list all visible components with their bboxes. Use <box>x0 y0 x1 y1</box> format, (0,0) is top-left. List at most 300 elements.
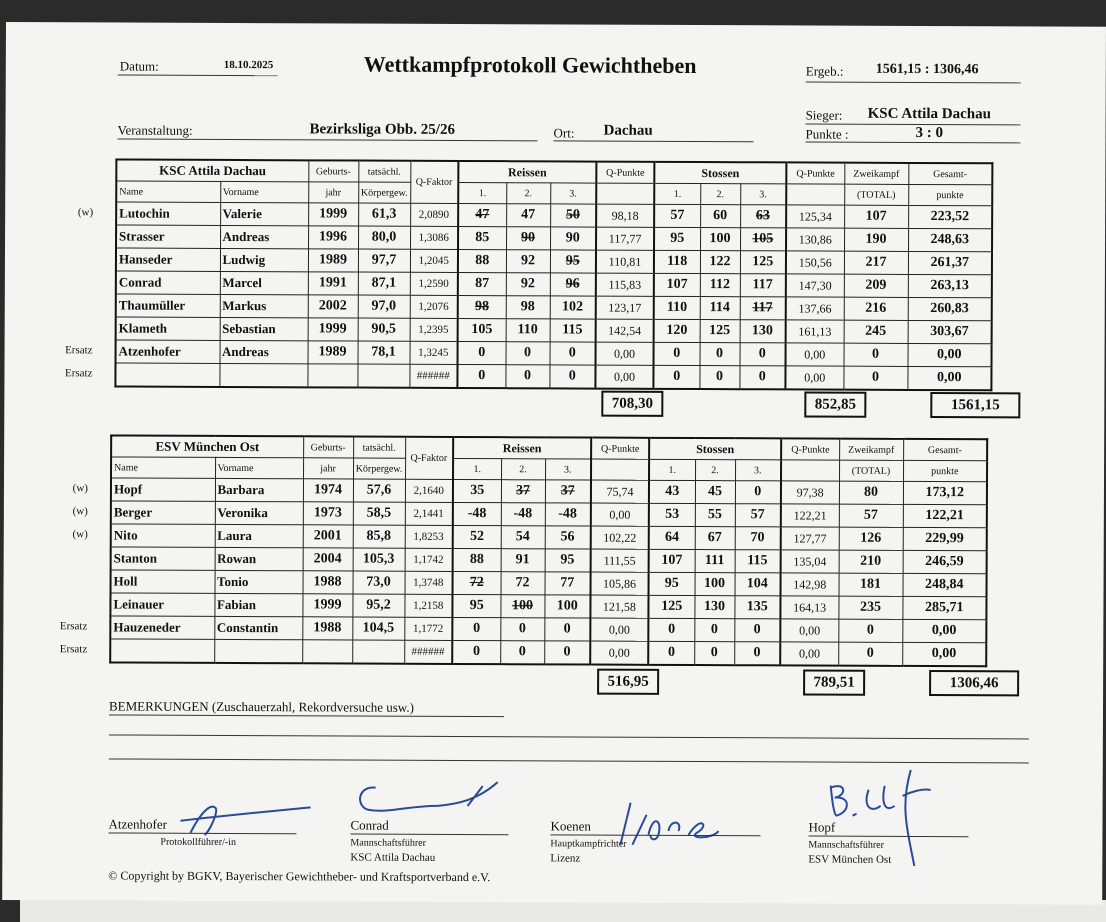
athlete-total: 209 <box>844 274 908 297</box>
athlete-points: 0,00 <box>907 366 991 390</box>
athlete-birth: 1988 <box>302 617 352 640</box>
location-label: Ort: <box>553 125 575 141</box>
athlete-firstname: Fabian <box>214 593 302 616</box>
cj-attempt: 64 <box>649 526 695 549</box>
col-points: Gesamt- <box>908 163 992 185</box>
athlete-total: 57 <box>839 504 903 527</box>
athlete-total: 181 <box>839 573 903 596</box>
athlete-name: Thaumüller <box>116 294 220 317</box>
athlete-name: Stanton <box>111 547 215 570</box>
cj-attempt: 118 <box>654 250 700 273</box>
q-cj: 122,21 <box>781 504 839 527</box>
athlete-weight: 104,5 <box>352 617 404 640</box>
cj-attempt: 67 <box>695 527 735 550</box>
cj-attempt: 0 <box>648 618 694 641</box>
snatch-attempt: 0 <box>544 618 590 641</box>
event-value: Bezirksliga Obb. 25/26 <box>309 121 456 138</box>
sig4-role: Mannschaftsführer <box>808 839 884 851</box>
athlete-weight: 57,6 <box>353 479 405 502</box>
row-marker: Ersatz <box>59 643 88 656</box>
athlete-qfactor: 1,3086 <box>410 226 458 249</box>
athlete-qfactor: 1,2395 <box>410 318 458 341</box>
team-name: ESV München Ost <box>111 435 303 457</box>
athlete-birth: 2002 <box>308 295 358 318</box>
snatch-attempt: 0 <box>500 641 544 665</box>
snatch-attempt: 0 <box>452 617 500 640</box>
athlete-name: Leinauer <box>110 593 214 616</box>
col-q-snatch-2 <box>591 459 649 480</box>
cj-attempt: 135 <box>734 596 780 619</box>
athlete-weight: 90,5 <box>358 318 410 341</box>
athlete-name: Atzenhofer <box>116 340 220 363</box>
col-q-snatch-2 <box>596 183 654 204</box>
snatch-attempt: 47 <box>506 204 550 227</box>
cj-attempt: 0 <box>735 481 781 504</box>
cj-attempt: 63 <box>740 205 786 228</box>
sig3-role: Hauptkampfrichter <box>550 838 627 850</box>
q-cj: 150,56 <box>786 251 844 274</box>
col-qfactor: Q-Faktor <box>405 437 453 480</box>
cj-attempt: 45 <box>695 481 735 504</box>
snatch-attempt: 56 <box>545 526 591 549</box>
athlete-qfactor: 1,1742 <box>405 548 453 571</box>
snatch-attempt: 54 <box>501 526 545 549</box>
athlete-weight: 97,0 <box>358 295 410 318</box>
athlete-total: 216 <box>844 297 908 320</box>
cj-attempt: 125 <box>740 251 786 274</box>
cj-attempt: 0 <box>734 642 780 666</box>
col-total-2: (TOTAL) <box>839 460 903 481</box>
cj-attempt: 112 <box>700 274 740 297</box>
col-snatch-attempt: 3. <box>550 183 596 204</box>
athlete-name: Berger <box>111 501 215 524</box>
athlete-total: 245 <box>844 320 908 343</box>
snatch-attempt: 37 <box>545 480 591 503</box>
athlete-birth: 1999 <box>308 318 358 341</box>
q-cj: 130,86 <box>786 228 844 251</box>
col-weight-2: Körpergew. <box>358 182 410 203</box>
q-snatch: 111,55 <box>591 549 649 572</box>
q-snatch: 115,83 <box>596 273 654 296</box>
q-snatch: 75,74 <box>591 480 649 503</box>
cj-attempt: 0 <box>699 366 739 390</box>
athlete-total: 80 <box>839 481 903 504</box>
snatch-attempt: 77 <box>545 572 591 595</box>
athlete-total: 126 <box>839 527 903 550</box>
sig1-role: Protokollführer/-in <box>160 836 236 849</box>
team1-q-cj-total: 852,85 <box>804 391 866 417</box>
snatch-attempt: 47 <box>458 203 506 226</box>
athlete-firstname <box>214 639 302 663</box>
athlete-weight <box>357 364 409 388</box>
athlete-qfactor: 1,3245 <box>410 341 458 364</box>
athlete-qfactor: ###### <box>409 364 457 388</box>
athlete-birth: 1999 <box>302 594 352 617</box>
col-weight: tatsächl. <box>358 161 410 183</box>
athlete-weight: 80,0 <box>358 226 410 249</box>
cj-attempt: 117 <box>740 274 786 297</box>
cj-attempt: 95 <box>649 572 695 595</box>
athlete-weight: 97,7 <box>358 249 410 272</box>
col-snatch-attempt: 1. <box>458 182 506 203</box>
athlete-total: 217 <box>844 251 908 274</box>
snatch-attempt: 100 <box>544 595 590 618</box>
row-marker: Ersatz <box>64 367 93 380</box>
cj-attempt: 0 <box>694 642 734 666</box>
athlete-total: 0 <box>843 366 907 390</box>
q-cj: 0,00 <box>780 619 838 642</box>
athlete-weight: 61,3 <box>358 203 410 226</box>
athlete-points: 261,37 <box>908 251 992 274</box>
athlete-weight: 73,0 <box>353 571 405 594</box>
snatch-attempt: 88 <box>453 548 501 571</box>
points-label: Punkte : <box>805 126 849 142</box>
result-value: 1561,15 : 1306,46 <box>875 61 979 78</box>
date-value: 18.10.2025 <box>223 58 274 72</box>
points-value: 3 : 0 <box>915 124 944 142</box>
location-value: Dachau <box>603 122 653 139</box>
athlete-total: 210 <box>839 550 903 573</box>
row-marker: (w) <box>77 206 94 219</box>
snatch-attempt: 88 <box>458 249 506 272</box>
col-cj-attempt: 3. <box>735 460 781 481</box>
athlete-name <box>110 639 214 663</box>
cj-attempt: 100 <box>700 228 740 251</box>
col-q-cj: Q-Punkte <box>786 162 844 184</box>
col-birth: Geburts- <box>308 160 358 182</box>
snatch-attempt: 96 <box>550 273 596 296</box>
cj-attempt: 114 <box>700 297 740 320</box>
cj-attempt: 125 <box>700 320 740 343</box>
col-cj-attempt: 2. <box>700 184 740 205</box>
snatch-attempt: 98 <box>458 295 506 318</box>
col-snatch: Reissen <box>453 437 591 459</box>
cj-attempt: 0 <box>740 343 786 366</box>
q-snatch: 0,00 <box>595 365 653 389</box>
athlete-qfactor: 1,2076 <box>410 295 458 318</box>
q-snatch: 0,00 <box>590 618 648 641</box>
sig2-name: Conrad <box>350 817 389 833</box>
q-cj: 137,66 <box>786 297 844 320</box>
snatch-attempt: 90 <box>506 227 550 250</box>
athlete-points: 303,67 <box>908 320 992 343</box>
athlete-firstname: Valerie <box>220 202 308 225</box>
athlete-points: 0,00 <box>902 619 986 642</box>
sig2-role: Mannschaftsführer <box>350 837 426 849</box>
cj-attempt: 107 <box>649 549 695 572</box>
col-snatch-attempt: 2. <box>501 459 545 480</box>
athlete-qfactor: 2,1640 <box>405 479 453 502</box>
cj-attempt: 107 <box>654 273 700 296</box>
athlete-name: Lutochin <box>116 202 220 225</box>
col-birth-2: jahr <box>308 182 358 203</box>
athlete-name: Hopf <box>111 478 215 501</box>
cj-attempt: 104 <box>735 573 781 596</box>
athlete-points: 263,13 <box>908 274 992 297</box>
page-title: Wettkampfprotokoll Gewichtheben <box>363 51 697 79</box>
col-firstname: Vorname <box>215 457 303 478</box>
q-snatch: 0,00 <box>591 503 649 526</box>
q-snatch: 117,77 <box>596 227 654 250</box>
athlete-weight: 95,2 <box>352 594 404 617</box>
q-cj: 164,13 <box>780 596 838 619</box>
snatch-attempt: 92 <box>506 250 550 273</box>
cj-attempt: 0 <box>654 342 700 365</box>
team1-q-snatch-total: 708,30 <box>601 391 663 417</box>
team2-grand-total: 1306,46 <box>929 670 1019 696</box>
col-qfactor: Q-Faktor <box>410 161 458 204</box>
athlete-name: Hauzeneder <box>110 616 214 639</box>
athlete-qfactor: 1,8253 <box>405 525 453 548</box>
athlete-points: 0,00 <box>902 642 986 666</box>
team2-table <box>109 434 988 667</box>
col-snatch-attempt: 1. <box>453 458 501 479</box>
q-snatch: 110,81 <box>596 250 654 273</box>
snatch-attempt: 95 <box>545 549 591 572</box>
athlete-total: 235 <box>838 596 902 619</box>
q-snatch: 0,00 <box>590 641 648 665</box>
result-label: Ergeb.: <box>805 63 844 79</box>
col-total-2: (TOTAL) <box>844 184 908 205</box>
cj-attempt: 117 <box>740 297 786 320</box>
athlete-total: 107 <box>844 205 908 228</box>
snatch-attempt: 92 <box>506 273 550 296</box>
col-total: Zweikampf <box>839 439 903 461</box>
snatch-attempt: 0 <box>505 365 549 389</box>
snatch-attempt: 98 <box>506 296 550 319</box>
athlete-firstname: Veronika <box>215 501 303 524</box>
athlete-points: 248,63 <box>908 228 992 251</box>
row-marker: Ersatz <box>65 344 93 357</box>
event-label: Veranstaltung: <box>117 122 193 138</box>
snatch-attempt: 85 <box>458 226 506 249</box>
athlete-weight: 87,1 <box>358 272 410 295</box>
snatch-attempt: 72 <box>501 572 545 595</box>
athlete-name: Holl <box>111 570 215 593</box>
col-cj-attempt: 1. <box>654 183 700 204</box>
snatch-attempt: 90 <box>550 227 596 250</box>
athlete-weight: 58,5 <box>353 502 405 525</box>
col-birth-2: jahr <box>303 458 353 479</box>
col-weight-2: Körpergew. <box>353 458 405 479</box>
remarks-label: BEMERKUNGEN (Zuschauerzahl, Rekordversuche usw.) <box>108 698 414 715</box>
team-name: KSC Attila Dachau <box>116 159 308 181</box>
col-snatch: Reissen <box>458 161 596 183</box>
cj-attempt: 110 <box>654 296 700 319</box>
q-snatch: 123,17 <box>596 296 654 319</box>
cj-attempt: 55 <box>695 504 735 527</box>
athlete-birth: 1974 <box>303 479 353 502</box>
q-cj: 142,98 <box>781 573 839 596</box>
athlete-firstname: Sebastian <box>220 317 308 340</box>
col-points: Gesamt- <box>903 439 987 461</box>
snatch-attempt: 91 <box>501 549 545 572</box>
athlete-qfactor: 2,0890 <box>410 203 458 226</box>
col-cj: Stossen <box>649 438 781 460</box>
snatch-attempt: 105 <box>458 318 506 341</box>
col-cj-attempt: 3. <box>740 184 786 205</box>
cj-attempt: 111 <box>695 550 735 573</box>
athlete-firstname: Tonio <box>215 570 303 593</box>
cj-attempt: 0 <box>739 366 785 390</box>
athlete-weight: 105,3 <box>353 548 405 571</box>
row-marker: (w) <box>72 528 88 541</box>
q-cj: 161,13 <box>786 320 844 343</box>
athlete-points: 223,52 <box>908 205 992 228</box>
athlete-birth <box>307 364 357 388</box>
athlete-weight: 85,8 <box>353 525 405 548</box>
athlete-firstname: Andreas <box>220 225 308 248</box>
athlete-points: 260,83 <box>908 297 992 320</box>
athlete-name: Klameth <box>116 317 220 340</box>
athlete-qfactor: 1,2045 <box>410 249 458 272</box>
sig1-name: Atzenhofer <box>108 816 168 832</box>
snatch-attempt: 52 <box>453 525 501 548</box>
snatch-attempt: 110 <box>506 319 550 342</box>
cj-attempt: 70 <box>735 527 781 550</box>
team2-q-cj-total: 789,51 <box>803 669 865 695</box>
athlete-birth: 1999 <box>308 203 358 226</box>
sig4-name: Hopf <box>808 819 836 835</box>
snatch-attempt: 0 <box>457 364 505 388</box>
sig3-sub: Lizenz <box>550 852 581 865</box>
athlete-points: 229,99 <box>903 527 987 550</box>
athlete-name: Nito <box>111 524 215 547</box>
col-cj-attempt: 1. <box>649 459 695 480</box>
snatch-attempt: 115 <box>550 319 596 342</box>
cj-attempt: 57 <box>654 204 700 227</box>
col-q-snatch: Q-Punkte <box>596 162 654 184</box>
snatch-attempt: -48 <box>453 502 501 525</box>
athlete-name: Conrad <box>116 271 220 294</box>
cj-attempt: 125 <box>648 595 694 618</box>
protocol-sheet <box>2 22 1106 905</box>
row-marker: (w) <box>72 505 88 518</box>
athlete-total: 0 <box>838 619 902 642</box>
athlete-name <box>115 363 219 387</box>
athlete-points: 246,59 <box>903 550 987 573</box>
col-cj: Stossen <box>654 162 786 184</box>
q-snatch: 142,54 <box>596 319 654 342</box>
snatch-attempt: 100 <box>500 595 544 618</box>
col-weight: tatsächl. <box>353 437 405 459</box>
snatch-attempt: 0 <box>458 341 506 364</box>
cj-attempt: 0 <box>734 619 780 642</box>
snatch-attempt: 0 <box>452 640 500 664</box>
cj-attempt: 122 <box>700 251 740 274</box>
snatch-attempt: 87 <box>458 272 506 295</box>
athlete-qfactor: 1,2158 <box>404 594 452 617</box>
sig2-club: KSC Attila Dachau <box>350 851 436 864</box>
q-snatch: 98,18 <box>596 204 654 227</box>
snatch-attempt: 0 <box>500 618 544 641</box>
athlete-firstname: Rowan <box>215 547 303 570</box>
copyright: © Copyright by BGKV, Bayerischer Gewichtheber- und Kraftsportverband e.V. <box>108 868 491 885</box>
team1-grand-total: 1561,15 <box>930 392 1020 418</box>
snatch-attempt: -48 <box>545 503 591 526</box>
athlete-firstname: Andreas <box>220 340 308 363</box>
q-cj: 135,04 <box>781 550 839 573</box>
col-q-cj-2 <box>781 460 839 481</box>
snatch-attempt: 0 <box>544 641 590 665</box>
cj-attempt: 60 <box>700 205 740 228</box>
athlete-points: 285,71 <box>902 596 986 619</box>
col-q-cj: Q-Punkte <box>781 438 839 460</box>
cj-attempt: 0 <box>694 619 734 642</box>
cj-attempt: 43 <box>649 480 695 503</box>
athlete-points: 0,00 <box>908 343 992 366</box>
row-marker: Ersatz <box>59 620 88 633</box>
col-cj-attempt: 2. <box>695 460 735 481</box>
cj-attempt: 53 <box>649 503 695 526</box>
snatch-attempt: 0 <box>549 365 595 389</box>
athlete-firstname: Constantin <box>214 616 302 639</box>
athlete-points: 122,21 <box>903 504 987 527</box>
snatch-attempt: 35 <box>453 479 501 502</box>
athlete-qfactor: 1,1772 <box>404 617 452 640</box>
athlete-birth: 1973 <box>303 502 353 525</box>
q-snatch: 105,86 <box>591 572 649 595</box>
snatch-attempt: 95 <box>452 594 500 617</box>
athlete-total: 0 <box>844 343 908 366</box>
q-cj: 0,00 <box>785 366 843 390</box>
team1-table <box>114 158 993 391</box>
winner-label: Sieger: <box>805 107 843 123</box>
col-name: Name <box>116 181 220 202</box>
q-cj: 0,00 <box>780 642 838 666</box>
sig3-name: Koenen <box>550 818 591 834</box>
athlete-birth: 1991 <box>308 272 358 295</box>
athlete-weight: 78,1 <box>358 341 410 364</box>
athlete-birth: 2004 <box>303 548 353 571</box>
cj-attempt: 105 <box>740 228 786 251</box>
date-label: Datum: <box>119 58 159 74</box>
cj-attempt: 0 <box>653 365 699 389</box>
snatch-attempt: 50 <box>550 204 596 227</box>
winner-value: KSC Attila Dachau <box>867 105 992 123</box>
col-birth: Geburts- <box>303 436 353 458</box>
col-firstname: Vorname <box>220 181 308 202</box>
col-points-2: punkte <box>908 184 992 205</box>
sig4-club: ESV München Ost <box>808 853 892 866</box>
col-q-snatch: Q-Punkte <box>591 438 649 460</box>
col-points-2: punkte <box>903 460 987 481</box>
cj-attempt: 120 <box>654 319 700 342</box>
q-cj: 127,77 <box>781 527 839 550</box>
q-snatch: 0,00 <box>596 342 654 365</box>
cj-attempt: 57 <box>735 504 781 527</box>
athlete-qfactor: ###### <box>404 640 452 664</box>
snatch-attempt: 0 <box>506 342 550 365</box>
athlete-row <box>115 363 991 390</box>
q-cj: 0,00 <box>786 343 844 366</box>
athlete-total: 0 <box>838 642 902 666</box>
athlete-qfactor: 1,2590 <box>410 272 458 295</box>
athlete-qfactor: 2,1441 <box>405 502 453 525</box>
cj-attempt: 130 <box>694 596 734 619</box>
snatch-attempt: 102 <box>550 296 596 319</box>
cj-attempt: 95 <box>654 227 700 250</box>
cj-attempt: 130 <box>740 320 786 343</box>
snatch-attempt: 72 <box>453 571 501 594</box>
q-cj: 125,34 <box>786 205 844 228</box>
athlete-birth: 2001 <box>303 525 353 548</box>
col-snatch-attempt: 2. <box>506 183 550 204</box>
q-cj: 97,38 <box>781 481 839 504</box>
athlete-birth: 1989 <box>308 341 358 364</box>
snatch-attempt: 0 <box>550 342 596 365</box>
athlete-points: 248,84 <box>903 573 987 596</box>
